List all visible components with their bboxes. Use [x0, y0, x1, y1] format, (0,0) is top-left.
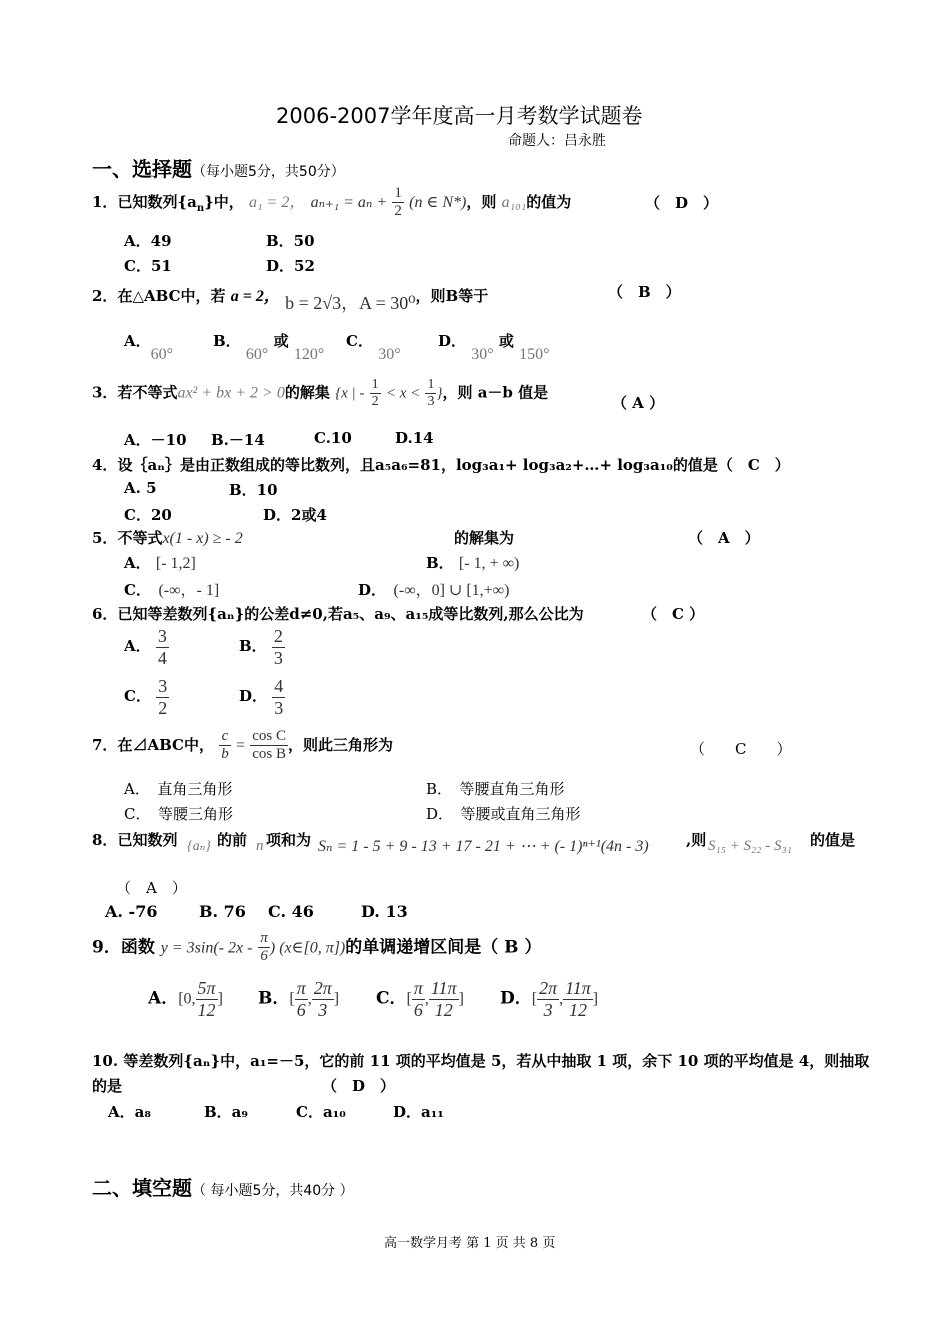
- question-6-option-d-num: 4: [274, 676, 284, 696]
- question-9-option-c-num-2: 11π: [430, 978, 457, 998]
- question-2-option-d[interactable]: [438, 330, 550, 363]
- question-9-option-b-num-2: 2π: [313, 978, 332, 998]
- question-6-option-c-num: 3: [158, 676, 168, 696]
- page-footer: 高一数学月考 第 1 页 共 8 页: [384, 1236, 556, 1251]
- question-8-ask: 的值是: [810, 831, 856, 849]
- question-3-fraction-2-num: 1: [425, 377, 436, 394]
- question-6-option-b-fraction: [272, 626, 285, 668]
- question-4-option-d[interactable]: D．2或4: [263, 506, 327, 524]
- question-6-option-a-fraction: [156, 626, 169, 668]
- question-9: [92, 930, 541, 966]
- question-6-option-c-fraction: [156, 676, 169, 718]
- question-1-number: 1．: [92, 192, 118, 211]
- author-line: 命题人：吕永胜: [508, 133, 606, 149]
- question-9-option-a[interactable]: [148, 978, 223, 1020]
- question-2-option-a[interactable]: [124, 330, 174, 363]
- question-7-equals: =: [235, 736, 245, 754]
- question-3-option-a[interactable]: A．－10: [124, 431, 187, 449]
- question-2-option-d-value-2: 150°: [519, 346, 550, 363]
- question-8-option-c[interactable]: C. 46: [268, 902, 314, 921]
- question-9-option-d-den-1: 3: [543, 999, 553, 1020]
- question-8-expression: S₁₅ + S₂₂ - S₃₁: [708, 838, 792, 854]
- question-3-fraction-1-den: 2: [371, 394, 379, 410]
- question-9-option-d-fraction-2: [563, 978, 593, 1020]
- question-6-option-a[interactable]: [124, 626, 169, 668]
- question-2-ask: ，则B等于: [415, 287, 489, 305]
- question-8-sum-formula: Sₙ = 1 - 5 + 9 - 13 + 17 - 21 + ⋯ + (- 1)ⁿ⁺¹(4n - 3): [318, 838, 649, 855]
- question-9-math-b: ) (x∈[0, π]): [269, 939, 346, 957]
- question-2-option-a-value: 60°: [150, 346, 174, 363]
- question-3-math-1: ax² + bx + 2 > 0: [177, 384, 285, 402]
- question-8-number: 8．: [92, 831, 118, 849]
- question-8-text-2: 的前: [217, 831, 248, 849]
- question-5-ask: 的解集为: [454, 529, 515, 547]
- question-7-option-c[interactable]: C． 等腰三角形: [124, 805, 233, 823]
- question-9-option-d-num-2: 11π: [565, 978, 591, 998]
- question-9-option-d[interactable]: D．[ $\frac{2\pi}{3}$ , $\frac{11\pi}{12}$ ]: [500, 978, 599, 1020]
- question-2-answer: （ B ）: [608, 283, 681, 301]
- question-2-number: 2．: [92, 287, 118, 305]
- page-title: 2006-2007学年度高一月考数学试题卷: [276, 104, 643, 128]
- question-3-option-b[interactable]: B.－14: [211, 431, 265, 449]
- question-3-set-left: {x | -: [335, 385, 365, 402]
- question-8-text: 已知数列: [117, 831, 178, 849]
- question-9-option-a-suffix: ]: [217, 990, 223, 1008]
- question-9-fraction: [258, 930, 270, 966]
- question-1-text: 已知数列{a: [117, 192, 197, 211]
- question-1-math-4: a₁₀₁: [501, 193, 527, 211]
- question-5-option-b-value: [- 1, + ∞): [458, 555, 520, 572]
- question-9-option-c-num-1: π: [413, 978, 423, 998]
- question-6-text: 已知等差数列{aₙ}的公差d≠0,若a₅、a₉、a₁₅成等比数列,那么公比为: [117, 605, 584, 623]
- question-5-math: x(1 - x) ≥ - 2: [162, 530, 243, 547]
- question-9-option-a-fraction: [196, 978, 218, 1020]
- question-6-option-d-den: 3: [274, 697, 284, 718]
- question-5-option-a[interactable]: [124, 552, 196, 573]
- question-7: [92, 728, 393, 764]
- question-7-option-b[interactable]: B． 等腰直角三角形: [426, 780, 565, 798]
- question-8-option-b[interactable]: B. 76: [199, 902, 246, 921]
- question-6: [92, 603, 584, 624]
- question-6-option-d[interactable]: [239, 676, 285, 718]
- section-1-title: 一、选择题: [92, 157, 192, 181]
- question-9-option-d-num-1: 2π: [539, 978, 558, 998]
- question-7-fraction-1-num: c: [219, 728, 231, 746]
- section-1-heading: [92, 153, 345, 182]
- question-5: [92, 527, 243, 548]
- question-6-option-c[interactable]: [124, 676, 169, 718]
- question-9-option-c-fraction-2: [429, 978, 459, 1020]
- question-2-math-a: a = 2，: [230, 288, 280, 305]
- question-2-option-b-value-2: 120°: [293, 346, 325, 363]
- question-10-line-2: 的是: [92, 1077, 123, 1095]
- question-9-option-b[interactable]: B．[ $\frac{\pi}{6}$ , $\frac{2\pi}{3}$ ]: [258, 978, 340, 1020]
- question-2-option-a-label: A．: [124, 332, 151, 350]
- question-2-option-b[interactable]: [213, 330, 325, 363]
- question-6-option-c-den: 2: [158, 697, 168, 718]
- question-3-option-c[interactable]: C.10: [314, 429, 352, 447]
- question-9-option-b-den-2: 3: [318, 999, 328, 1020]
- question-3-set-right: }: [436, 385, 443, 402]
- question-2-option-d-value-1: 30°: [471, 346, 494, 363]
- question-1-math-3: (n ∈ N*): [409, 193, 467, 211]
- question-5-option-d-value: (-∞，0] ∪ [1,+∞): [393, 582, 510, 599]
- question-10-option-d[interactable]: D．a₁₁: [393, 1103, 444, 1121]
- question-4-option-c[interactable]: C．20: [124, 506, 172, 524]
- question-5-answer: （ A ）: [688, 529, 760, 547]
- question-1: 1．已知数列$\{a_n\}$中， a₁ = 2， aₙ₊₁ = aₙ + $\frac{1}{2}$ (n ∈ N*)，则 a₁₀₁的值为: [92, 185, 572, 220]
- question-7-fraction-1-den: b: [221, 746, 229, 763]
- question-6-option-a-label: A．: [124, 637, 151, 656]
- question-7-number: 7．: [92, 735, 118, 754]
- question-5-option-d[interactable]: [358, 577, 509, 600]
- question-9-option-d-fraction-1: [537, 978, 559, 1020]
- question-6-number: 6．: [92, 605, 118, 623]
- question-6-option-b-den: 3: [273, 647, 283, 668]
- question-1-text-b: }中，: [204, 192, 244, 211]
- question-2-option-b-value-1: 60°: [245, 346, 269, 363]
- question-7-ask: ，则此三角形为: [287, 735, 393, 754]
- question-9-option-d-label: D．: [500, 988, 532, 1009]
- question-8-sequence: {aₙ}: [187, 839, 211, 854]
- question-9-option-a-label: A．: [148, 988, 179, 1009]
- question-6-option-b[interactable]: [239, 626, 285, 668]
- question-5-option-c-label: C．: [124, 581, 144, 599]
- question-1-option-a[interactable]: A．49: [124, 232, 172, 250]
- question-3-number: 3．: [92, 383, 118, 402]
- question-7-answer: （ C ）: [690, 740, 792, 758]
- question-9-option-b-label: B．: [258, 988, 290, 1009]
- question-1-option-b[interactable]: B．50: [266, 232, 315, 250]
- question-2-option-c[interactable]: [346, 330, 401, 363]
- question-9-math-a: y = 3sin(- 2x -: [160, 939, 253, 957]
- question-1-option-c[interactable]: C．51: [124, 257, 172, 275]
- question-9-number: 9．: [92, 937, 121, 958]
- section-1-note: （每小题5分，共50分）: [192, 164, 345, 180]
- question-5-option-a-value: [- 1,2]: [155, 555, 196, 572]
- question-9-option-b-fraction-2: [312, 978, 334, 1020]
- question-9-fraction-num: π: [258, 930, 270, 948]
- question-2-option-b-or: 或: [273, 332, 289, 350]
- question-1-ask: 的值为: [526, 192, 572, 211]
- question-4-option-b[interactable]: B．10: [229, 481, 278, 499]
- question-5-option-b-label: B．: [426, 554, 454, 572]
- question-2-option-c-label: C．: [346, 332, 373, 350]
- question-5-text: 不等式: [117, 529, 163, 547]
- question-8-text-3: 项和为: [266, 831, 312, 849]
- question-6-option-d-label: D．: [239, 687, 268, 706]
- question-10-answer: （ D ）: [322, 1077, 396, 1095]
- question-10-option-a[interactable]: A．a₈: [108, 1103, 151, 1121]
- question-9-option-a-prefix: [0,: [178, 990, 196, 1008]
- question-1-option-d[interactable]: D．52: [266, 257, 315, 275]
- question-5-option-c-value: (-∞，- 1]: [158, 582, 220, 599]
- question-9-option-c[interactable]: C．[ $\frac{\pi}{6}$ , $\frac{11\pi}{12}$ ]: [376, 978, 464, 1020]
- question-9-option-b-num-1: π: [296, 978, 306, 998]
- question-1-math-1: a₁ = 2，: [248, 193, 306, 211]
- question-7-fraction-1: [219, 728, 231, 764]
- question-8-n: n: [256, 838, 264, 854]
- question-3-middle: < x <: [385, 385, 421, 402]
- question-9-option-c-fraction-1: [412, 978, 425, 1020]
- question-6-option-b-num: 2: [273, 626, 283, 646]
- question-3-option-d[interactable]: D.14: [395, 429, 434, 447]
- question-3-fraction-1-num: 1: [370, 377, 381, 394]
- question-3-answer: （ A ）: [612, 394, 665, 412]
- question-1-math-2: aₙ₊₁ = aₙ +: [310, 193, 388, 211]
- question-10-option-c[interactable]: C．a₁₀: [296, 1103, 346, 1121]
- question-5-option-b[interactable]: [426, 552, 519, 573]
- question-1-answer: （ D ）: [645, 194, 719, 212]
- question-10-line-1: 10. 等差数列{aₙ}中，a₁=－5，它的前 11 项的平均值是 5，若从中抽取 1 项，余下 10 项的平均值是 4，则抽取: [92, 1052, 870, 1070]
- question-6-option-a-den: 4: [157, 647, 167, 668]
- question-9-text: 函数: [120, 937, 155, 958]
- question-4: [92, 454, 790, 475]
- question-8-text-4: ,则: [686, 831, 707, 849]
- question-3-text-2: 的解集: [284, 383, 330, 402]
- question-8-answer: （ A ）: [116, 879, 187, 897]
- question-1-then: ，则: [466, 192, 497, 211]
- question-6-option-d-fraction: [272, 676, 285, 718]
- question-7-fraction-2: [250, 728, 288, 764]
- question-9-option-c-label: C．: [376, 988, 407, 1009]
- question-3-fraction-2: [425, 377, 436, 410]
- question-9-option-c-den-2: 12: [434, 999, 453, 1020]
- question-7-text: 在⊿ABC中，: [117, 735, 214, 754]
- section-2-note: （ 每小题5分，共40分 ）: [192, 1183, 354, 1199]
- question-2-option-d-or: 或: [498, 332, 514, 350]
- question-7-option-a[interactable]: A． 直角三角形: [124, 780, 233, 798]
- question-3: [92, 377, 548, 410]
- question-2-option-c-value: 30°: [378, 346, 401, 363]
- question-4-text: 设｛aₙ｝是由正数组成的等比数列，且a₅a₆=81，log₃a₁+ log₃a₂+…+ log₃a₁₀的值是（ C ）: [117, 456, 790, 474]
- section-2-heading: [92, 1172, 354, 1201]
- question-5-number: 5．: [92, 529, 118, 547]
- question-5-option-d-label: D．: [358, 581, 379, 599]
- question-8: [92, 829, 177, 850]
- question-6-option-a-num: 3: [157, 626, 167, 646]
- question-7-fraction-2-den: cos B: [252, 746, 286, 763]
- question-1-fraction-denominator: 2: [394, 203, 402, 220]
- question-8-option-d[interactable]: D. 13: [361, 902, 408, 921]
- question-3-fraction-1: [370, 377, 381, 410]
- question-9-option-d-den-2: 12: [568, 999, 587, 1020]
- question-2: [92, 281, 489, 313]
- question-4-number: 4．: [92, 456, 118, 474]
- question-1-fraction: [392, 185, 404, 221]
- question-3-text: 若不等式: [117, 383, 178, 402]
- question-9-option-a-den: 12: [197, 999, 216, 1020]
- question-6-answer: （ C ）: [642, 605, 705, 623]
- question-9-option-b-den-1: 6: [296, 999, 306, 1020]
- question-9-option-b-fraction-1: [295, 978, 308, 1020]
- question-7-fraction-2-num: cos C: [250, 728, 288, 746]
- question-9-ask: 的单调递增区间是（ B ）: [345, 937, 542, 958]
- question-2-text: 在△ABC中，若: [117, 287, 226, 305]
- question-2-math-b: b = 2√3，A = 30⁰: [285, 293, 416, 313]
- question-5-option-c[interactable]: [124, 577, 219, 600]
- question-3-ask: ，则 a－b 值是: [442, 383, 549, 402]
- question-3-fraction-2-den: 3: [427, 394, 435, 410]
- section-2-title: 二、填空题: [92, 1176, 192, 1200]
- question-2-option-b-label: B．: [213, 332, 241, 350]
- question-9-option-a-num: 5π: [197, 978, 216, 998]
- question-9-fraction-den: 6: [260, 948, 268, 965]
- question-10-option-b[interactable]: B．a₉: [204, 1103, 248, 1121]
- question-1-fraction-numerator: 1: [392, 185, 404, 203]
- question-8-option-a[interactable]: A. -76: [105, 902, 158, 921]
- question-6-option-c-label: C．: [124, 687, 151, 706]
- question-6-option-b-label: B．: [239, 637, 267, 656]
- question-5-option-a-label: A．: [124, 554, 151, 572]
- question-7-option-d[interactable]: D． 等腰或直角三角形: [426, 805, 581, 823]
- question-9-option-c-den-1: 6: [413, 999, 423, 1020]
- question-2-option-d-label: D．: [438, 332, 467, 350]
- question-4-option-a[interactable]: A. 5: [124, 479, 157, 497]
